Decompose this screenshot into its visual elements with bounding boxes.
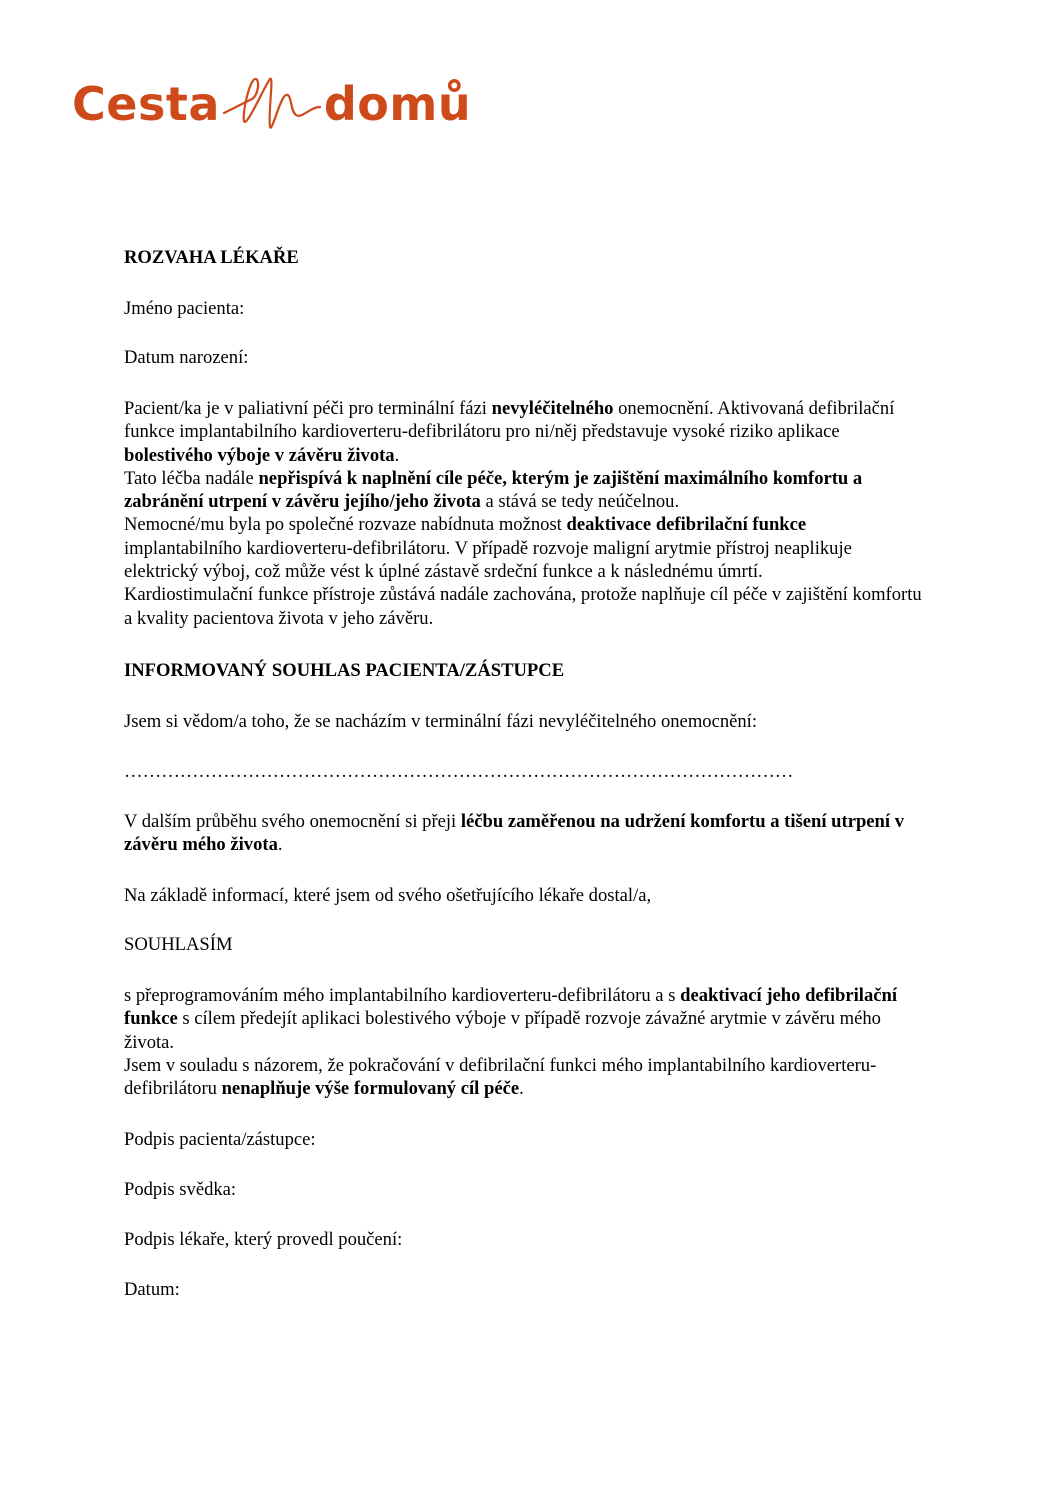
basis-statement: Na základě informací, které jsem od svého ošetřujícího lékaře dostal/a, xyxy=(124,885,652,906)
heading-rozvaha: ROZVAHA LÉKAŘE xyxy=(124,247,299,268)
text: s přeprogramováním mého implantabilního kardioverteru-defibrilátoru a s xyxy=(124,985,681,1006)
text: Jsem v souladu s názorem, že pokračování v defibrilační funkci mého implantabilního kardioverteru-defibrilátoru xyxy=(124,1054,877,1100)
fill-in-line[interactable]: ……………………………………………………………………………………………… xyxy=(124,761,794,782)
text: Nemocné/mu byla po společné rozvaze nabídnuta možnost xyxy=(124,514,567,536)
heading-informed-consent: INFORMOVANÝ SOUHLAS PACIENTA/ZÁSTUPCE xyxy=(124,660,565,681)
text: . xyxy=(277,834,283,856)
emphasis: bolestivého výboje v závěru života xyxy=(124,444,395,466)
witness-signature-label: Podpis svědka: xyxy=(124,1179,237,1200)
emphasis: nenaplňuje výše formulovaný cíl péče xyxy=(221,1078,520,1100)
emphasis: léčbu zaměřenou na udržení komfortu a tišení utrpení v závěru mého života xyxy=(124,811,905,856)
text: a stává se tedy neúčelnou. xyxy=(480,491,680,513)
text: . xyxy=(394,444,400,466)
text: Pacient/ka je v paliativní péči pro terminální fázi xyxy=(124,398,492,419)
date-label: Datum: xyxy=(124,1279,180,1300)
emphasis: nepřispívá k naplnění cíle péče, kterým je zajištění maximálního komfortu a zabránění utrpení v závěru jejího/jeho života xyxy=(124,467,863,513)
text: implantabilního kardioverteru-defibrilátoru. V případě rozvoje maligní arytmie přístroj neaplikuje elektrický výboj, což může vést k úplné zástavě srdeční funkce a k následnému úmrtí. xyxy=(124,537,852,583)
text: Tato léčba nadále xyxy=(124,467,259,489)
wish-paragraph xyxy=(124,810,924,857)
emphasis: deaktivace defibrilační funkce xyxy=(566,514,807,536)
consent-paragraph xyxy=(124,984,924,1100)
patient-name-label: Jméno pacienta: xyxy=(124,298,245,319)
brand-logo xyxy=(72,74,471,134)
text: s cílem předejít aplikaci bolestivého výboje v případě rozvoje závažné arytmie v závěru mého života. xyxy=(124,1008,881,1053)
birth-date-label: Datum narození: xyxy=(124,347,249,368)
heartbeat-wave-icon xyxy=(222,73,322,135)
patient-signature-label: Podpis pacienta/zástupce: xyxy=(124,1129,316,1150)
doctor-signature-label: Podpis lékaře, který provedl poučení: xyxy=(124,1229,403,1250)
text: Kardiostimulační funkce přístroje zůstává nadále zachována, protože naplňuje cíl péče v zajištění komfortu a kvality pacientova života v jeho závěru. xyxy=(124,584,922,629)
consent-word: SOUHLASÍM xyxy=(124,934,233,955)
awareness-statement: Jsem si vědom/a toho, že se nacházím v terminální fázi nevyléčitelného onemocnění: xyxy=(124,711,758,732)
emphasis: nevyléčitelného xyxy=(491,398,614,419)
text: . xyxy=(519,1078,524,1100)
text: V dalším průběhu svého onemocnění si přeji xyxy=(124,811,461,832)
logo-word-left: Cesta xyxy=(72,77,220,131)
doctor-consideration-paragraph xyxy=(124,397,924,630)
emphasis: deaktivací jeho defibrilační funkce xyxy=(124,985,898,1030)
logo-word-right: domů xyxy=(323,77,472,131)
text: onemocnění. Aktivovaná defibrilační funkce implantabilního kardioverteru-defibrilátoru pro ni/něj představuje vysoké riziko aplikace xyxy=(124,398,895,443)
